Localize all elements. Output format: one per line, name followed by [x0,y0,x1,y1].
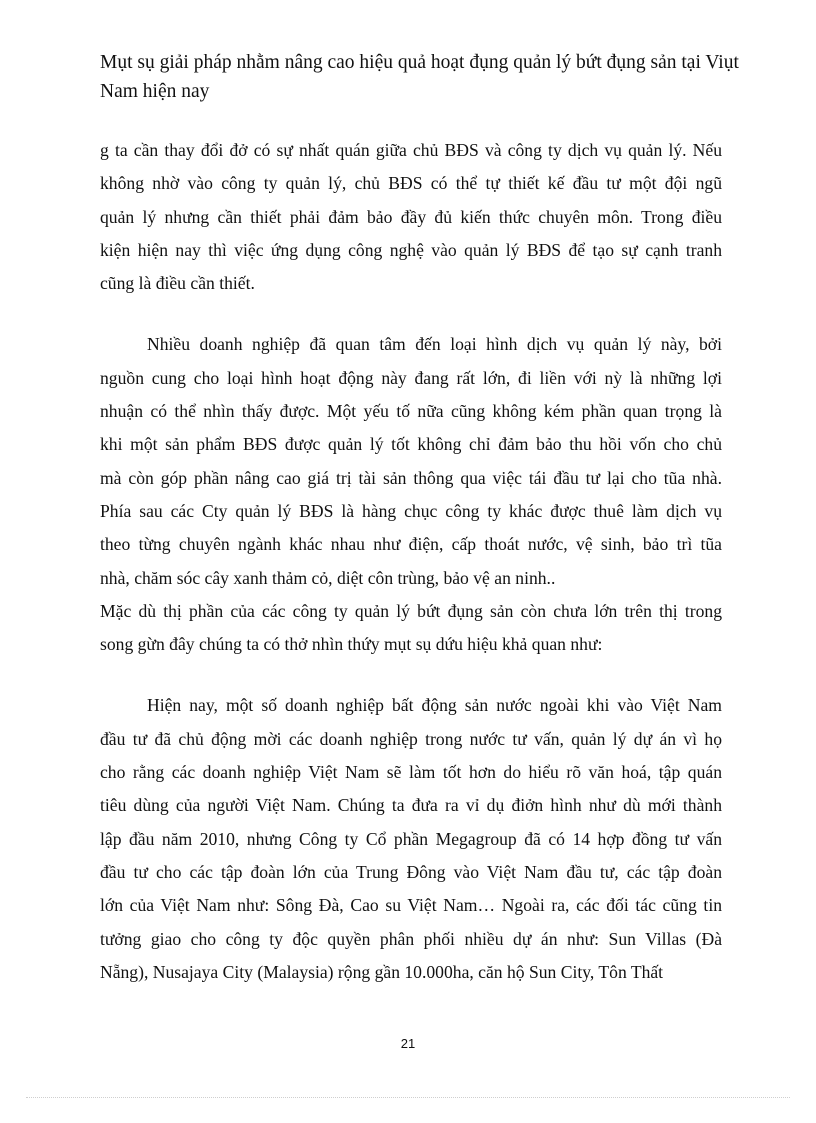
document-body [100,134,722,989]
paragraph-3 [100,595,722,662]
text-line: Mặc dù thị phần của các công ty quản lý bứt đụng sản còn chưa lớn trên thị trong [100,600,722,621]
text-line: Nẵng), Nusajaya City (Malaysia) rộng gần 10.000ha, căn hộ Sun City, Tôn Thất [100,961,664,982]
text-line: cho rằng các doanh nghiệp Việt Nam sẽ làm tốt hơn do hiểu rõ văn hoá, tập quán [100,762,722,783]
text-line: nhà, chăm sóc cây xanh thảm cỏ, diệt côn trùng, bảo vệ an ninh.. [100,567,556,588]
text-line: đầu tư đã chủ động mời các doanh nghiệp trong nước tư vấn, quản lý dự án vì họ [100,728,722,749]
text-line: Hiện nay, một số doanh nghiệp bất động sản nước ngoài khi vào Việt Nam [147,695,722,716]
page-number: 21 [400,1036,416,1051]
text-line: quản lý nhưng cần thiết phải đảm bảo đầy đủ kiến thức chuyên môn. Trong điều [100,206,722,227]
running-header [100,48,740,106]
text-line: song gừn đây chúng ta có thở nhìn thứy mụt sụ dứu hiệu khả quan như: [100,634,603,655]
text-line: không nhờ vào công ty quản lý, chủ BĐS có thể tự thiết kế đầu tư một đội ngũ [100,173,722,194]
text-line: mà còn góp phần nâng cao giá trị tài sản thông qua việc tái đầu tư lại cho tũa nhà. [100,467,722,488]
text-line: lớn của Việt Nam như: Sông Đà, Cao su Việt Nam… Ngoài ra, các đối tác cũng tin [100,895,722,916]
text-line: Nhiều doanh nghiệp đã quan tâm đến loại hình dịch vụ quản lý này, bởi [147,334,722,355]
paragraph-1 [100,134,722,300]
text-line: kiện hiện nay thì việc ứng dụng công nghệ vào quản lý BĐS để tạo sự cạnh tranh [100,239,722,260]
header-title-line: Nam hiện nay [100,81,210,102]
text-line: khi một sản phẩm BĐS được quản lý tốt không chỉ đảm bảo thu hồi vốn cho chủ [100,434,722,455]
text-line: lập đầu năm 2010, nhưng Công ty Cổ phần Megagroup đã có 14 hợp đồng tư vấn [100,828,722,849]
header-title-line: Mụt sụ giải pháp nhằm nâng cao hiệu quả hoạt đụng quản lý bứt đụng sản tại Viụt [100,52,739,73]
text-line: đầu tư cho các tập đoàn lớn của Trung Đông vào Việt Nam đầu tư, các tập đoàn [100,861,722,882]
text-line: cũng là điều cần thiết. [100,273,255,294]
text-line: tiêu dùng của người Việt Nam. Chúng ta đưa ra vỉ dụ điởn hình như dù mới thành [100,795,722,816]
text-line: tưởng giao cho công ty độc quyền phân phối nhiều dự án như: Sun Villas (Đà [100,928,722,949]
text-line: nguồn cung cho loại hình hoạt động này đang rất lớn, đi liền với nỳ là những lợi [100,367,722,388]
text-line: theo từng chuyên ngành khác nhau như điện, cấp thoát nước, vệ sinh, bảo trì tũa [100,534,722,555]
page-bottom-divider [26,1097,790,1098]
text-line: g ta cần thay đổi đở có sự nhất quán giữa chủ BĐS và công ty dịch vụ quản lý. Nếu [100,140,722,160]
paragraph-2 [100,328,722,594]
paragraph-4 [100,689,722,989]
text-line: Phía sau các Cty quản lý BĐS là hàng chục công ty khác được thuê làm dịch vụ [100,500,722,521]
text-line: nhuận có thể nhìn thấy được. Một yếu tố nữa cũng không kém phần quan trọng là [100,401,722,422]
